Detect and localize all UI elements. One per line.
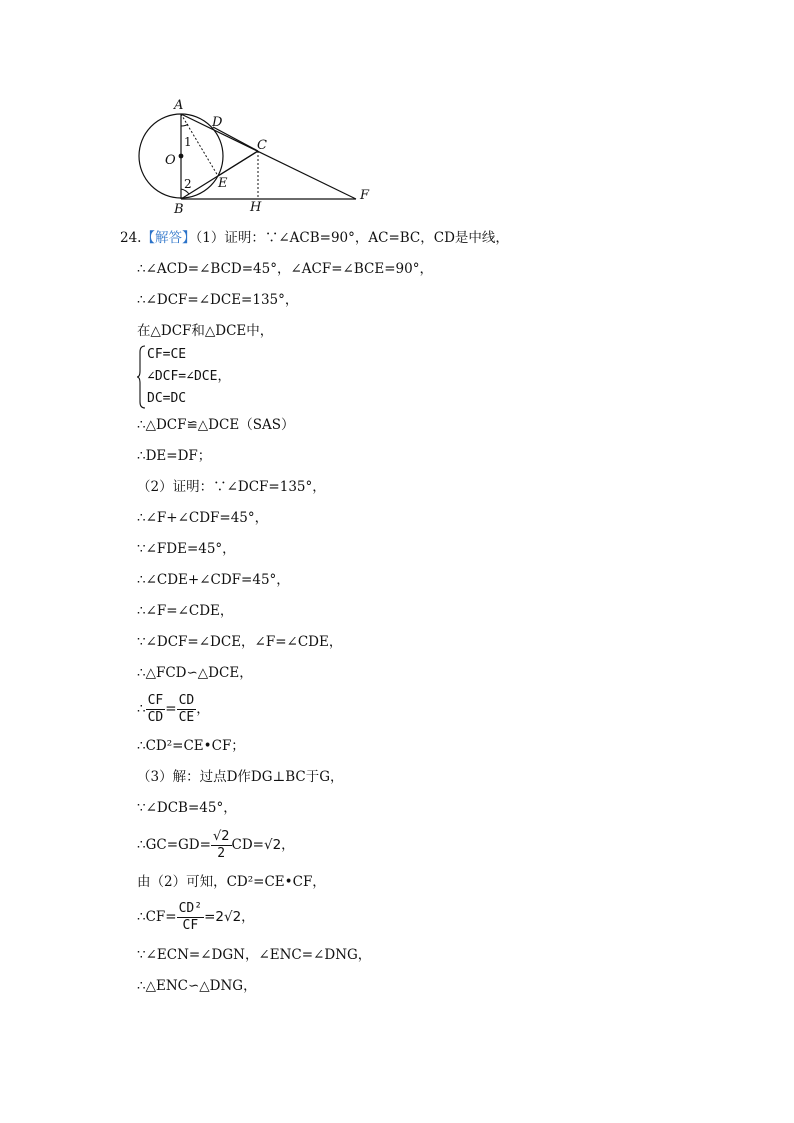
line-text: （1）证明：∵∠ACB=90°，AC=BC，CD是中线， <box>195 230 509 246</box>
gc-prefix: ∴GC=GD= <box>137 837 211 853</box>
solution-line <box>137 663 253 683</box>
fraction-cd2-cf <box>177 901 204 934</box>
solution-line <box>137 601 233 621</box>
denominator: CE <box>178 710 195 725</box>
gc-mid: CD= <box>231 837 264 853</box>
line-text: ∵∠DCF=∠DCE，∠F=∠CDE， <box>137 634 343 650</box>
center-point-o <box>179 154 184 159</box>
line-text: ∵∠ECN=∠DGN，∠ENC=∠DNG， <box>137 947 372 963</box>
numerator: CF <box>147 693 164 708</box>
label-angle-2: 2 <box>184 177 192 191</box>
label-o: O <box>165 153 176 168</box>
line-text: ∴∠F=∠CDE， <box>137 603 234 619</box>
solution-line <box>137 872 326 892</box>
system-row: CF=CE <box>147 347 187 362</box>
equals-sign: = <box>165 701 177 717</box>
label-f: F <box>360 188 370 203</box>
system-row: ∠DCF=∠DCE， <box>147 369 231 384</box>
solution-line <box>137 945 371 965</box>
line-text: ∴∠ACD=∠BCD=45°，∠ACF=∠BCE=90°， <box>137 261 433 277</box>
label-b: B <box>174 202 184 216</box>
equation-system <box>137 344 337 410</box>
line-text: ∴△FCD∽△DCE， <box>137 665 253 681</box>
label-c: C <box>257 138 267 153</box>
label-h: H <box>250 200 262 215</box>
ratio-prefix: ∴ <box>137 701 146 717</box>
line-text: ∴CD²=CE•CF； <box>137 738 245 754</box>
line-text: ∴∠DCF=∠DCE=135°， <box>137 292 299 308</box>
line-text: ∵∠DCB=45°， <box>137 800 237 816</box>
line-text: ∴△DCF≌△DCE（SAS） <box>137 417 295 433</box>
geometry-figure <box>130 96 380 216</box>
denominator: 2 <box>217 846 226 861</box>
label-angle-1: 1 <box>184 135 192 149</box>
segment-ce <box>218 151 258 176</box>
line-text: ∴∠F+∠CDF=45°， <box>137 510 269 526</box>
solution-line <box>137 798 237 818</box>
solution-line <box>137 767 344 787</box>
cf-tail: =2√2， <box>204 909 255 925</box>
fraction-cf-cd <box>146 693 166 726</box>
cf-line <box>137 899 255 935</box>
solution-line <box>137 321 273 341</box>
segment-af <box>181 114 356 199</box>
label-e: E <box>218 176 228 191</box>
numerator: CD <box>178 693 195 708</box>
solution-line <box>137 632 342 652</box>
gc-tail: √2， <box>263 837 295 853</box>
solution-line <box>137 539 236 559</box>
solution-line <box>137 415 294 435</box>
gc-line <box>137 828 295 862</box>
label-a: A <box>174 98 184 113</box>
left-brace-icon <box>137 344 147 410</box>
solution-line <box>137 477 326 497</box>
denominator: CF <box>182 918 199 933</box>
ratio-suffix: ， <box>196 701 210 717</box>
fraction-sqrt2-2 <box>211 829 232 862</box>
line-text: ∴△ENC∽△DNG， <box>137 978 257 994</box>
solution-line <box>137 736 245 756</box>
line-text: 在△DCF和△DCE中， <box>137 323 274 339</box>
numerator: CD² <box>178 901 203 916</box>
system-row: DC=DC <box>147 391 187 406</box>
cf-prefix: ∴CF= <box>137 909 177 925</box>
denominator: CD <box>147 710 164 725</box>
answer-tag: 【解答】 <box>141 230 196 246</box>
solution-line <box>137 446 211 466</box>
solution-line <box>137 570 290 590</box>
line-text: （3）解：过点D作DG⊥BC于G， <box>137 769 344 785</box>
line-text: ∵∠FDE=45°， <box>137 541 236 557</box>
solution-line <box>137 976 257 996</box>
question-number: 24. <box>120 230 142 246</box>
angle-mark-1 <box>181 124 188 126</box>
solution-line-1 <box>120 228 509 248</box>
line-text: 由（2）可知，CD²=CE•CF， <box>137 874 326 890</box>
label-d: D <box>212 115 223 130</box>
line-text: ∴∠CDE+∠CDF=45°， <box>137 572 290 588</box>
ratio-line <box>137 692 210 726</box>
line-text: ∴DE=DF； <box>137 448 212 464</box>
solution-line <box>137 259 433 279</box>
line-text: （2）证明：∵∠DCF=135°， <box>137 479 326 495</box>
fraction-cd-ce <box>177 693 197 726</box>
numerator: √2 <box>212 829 230 844</box>
solution-line <box>137 290 298 310</box>
solution-line <box>137 508 268 528</box>
